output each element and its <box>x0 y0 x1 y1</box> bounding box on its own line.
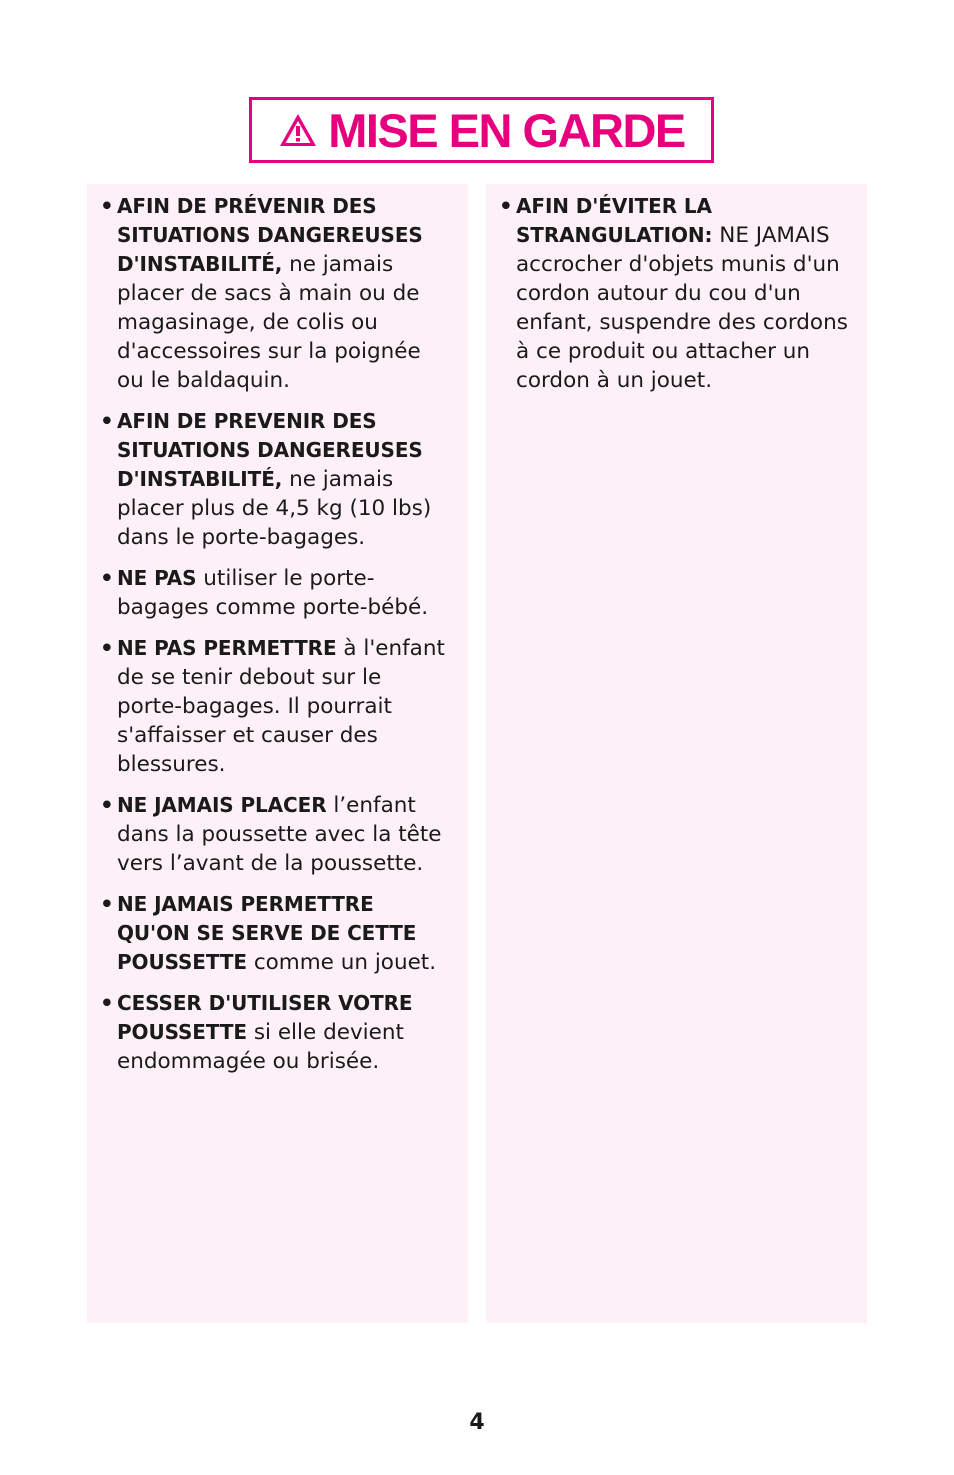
item-body: comme un jouet. <box>246 950 437 975</box>
item-emphasis: NE PAS PERMETTRE <box>117 636 337 660</box>
item-emphasis: AFIN DE PREVENIR DES SITUATIONS DANGEREUSES D'INSTABILITÉ, <box>117 409 423 491</box>
bullet: • <box>100 636 114 661</box>
list-item <box>100 890 452 977</box>
item-text <box>117 890 452 977</box>
item-emphasis: NE JAMAIS PERMETTRE QU'ON SE SERVE DE CETTE POUSSETTE <box>117 892 417 974</box>
item-text <box>117 564 452 622</box>
list-item <box>100 791 452 878</box>
list-item <box>100 192 452 395</box>
bullet: • <box>100 793 114 818</box>
item-body: ne jamais placer plus de 4,5 kg (10 lbs) dans le porte-bagages. <box>117 467 432 550</box>
bullet: • <box>100 892 114 917</box>
list-item <box>100 634 452 779</box>
list-item <box>100 564 452 622</box>
item-text <box>117 634 452 779</box>
page-title: MISE EN GARDE <box>328 103 685 157</box>
bullet: • <box>100 991 114 1016</box>
bullet: • <box>100 409 114 434</box>
item-text <box>117 407 452 552</box>
item-emphasis: AFIN DE PRÉVENIR DES SITUATIONS DANGEREUSES D'INSTABILITÉ, <box>117 194 423 276</box>
bullet: • <box>499 194 513 219</box>
item-body: si elle devient endommagée ou brisée. <box>117 1020 404 1074</box>
item-body: ne jamais placer de sacs à main ou de magasinage, de colis ou d'accessoires sur la poignée ou le baldaquin. <box>117 252 421 393</box>
list-item <box>100 989 452 1076</box>
warning-banner <box>249 97 714 163</box>
item-text <box>117 989 452 1076</box>
list-item <box>499 192 851 395</box>
bullet: • <box>100 566 114 591</box>
item-body: NE JAMAIS accrocher d'objets munis d'un cordon autour du cou d'un enfant, suspendre des cordons à ce produit ou attacher un cordon à un jouet. <box>516 223 848 393</box>
bullet: • <box>100 194 114 219</box>
item-text <box>117 791 452 878</box>
list-item <box>100 407 452 552</box>
item-body: l’enfant dans la poussette avec la tête vers l’avant de la poussette. <box>117 793 442 876</box>
item-text <box>117 192 452 395</box>
page-number: 4 <box>469 1410 485 1435</box>
item-body: utiliser le porte-bagages comme porte-bébé. <box>117 566 429 620</box>
item-text <box>516 192 851 395</box>
right-column <box>486 184 867 1323</box>
item-emphasis: NE JAMAIS PLACER <box>117 793 327 817</box>
item-emphasis: AFIN D'ÉVITER LA STRANGULATION: <box>516 194 713 247</box>
warning-triangle-icon <box>278 112 318 148</box>
item-body: à l'enfant de se tenir debout sur le porte-bagages. Il pourrait s'affaisser et causer des blessures. <box>117 636 445 777</box>
item-emphasis: NE PAS <box>117 566 197 590</box>
item-emphasis: CESSER D'UTILISER VOTRE POUSSETTE <box>117 991 413 1044</box>
left-column <box>87 184 468 1323</box>
